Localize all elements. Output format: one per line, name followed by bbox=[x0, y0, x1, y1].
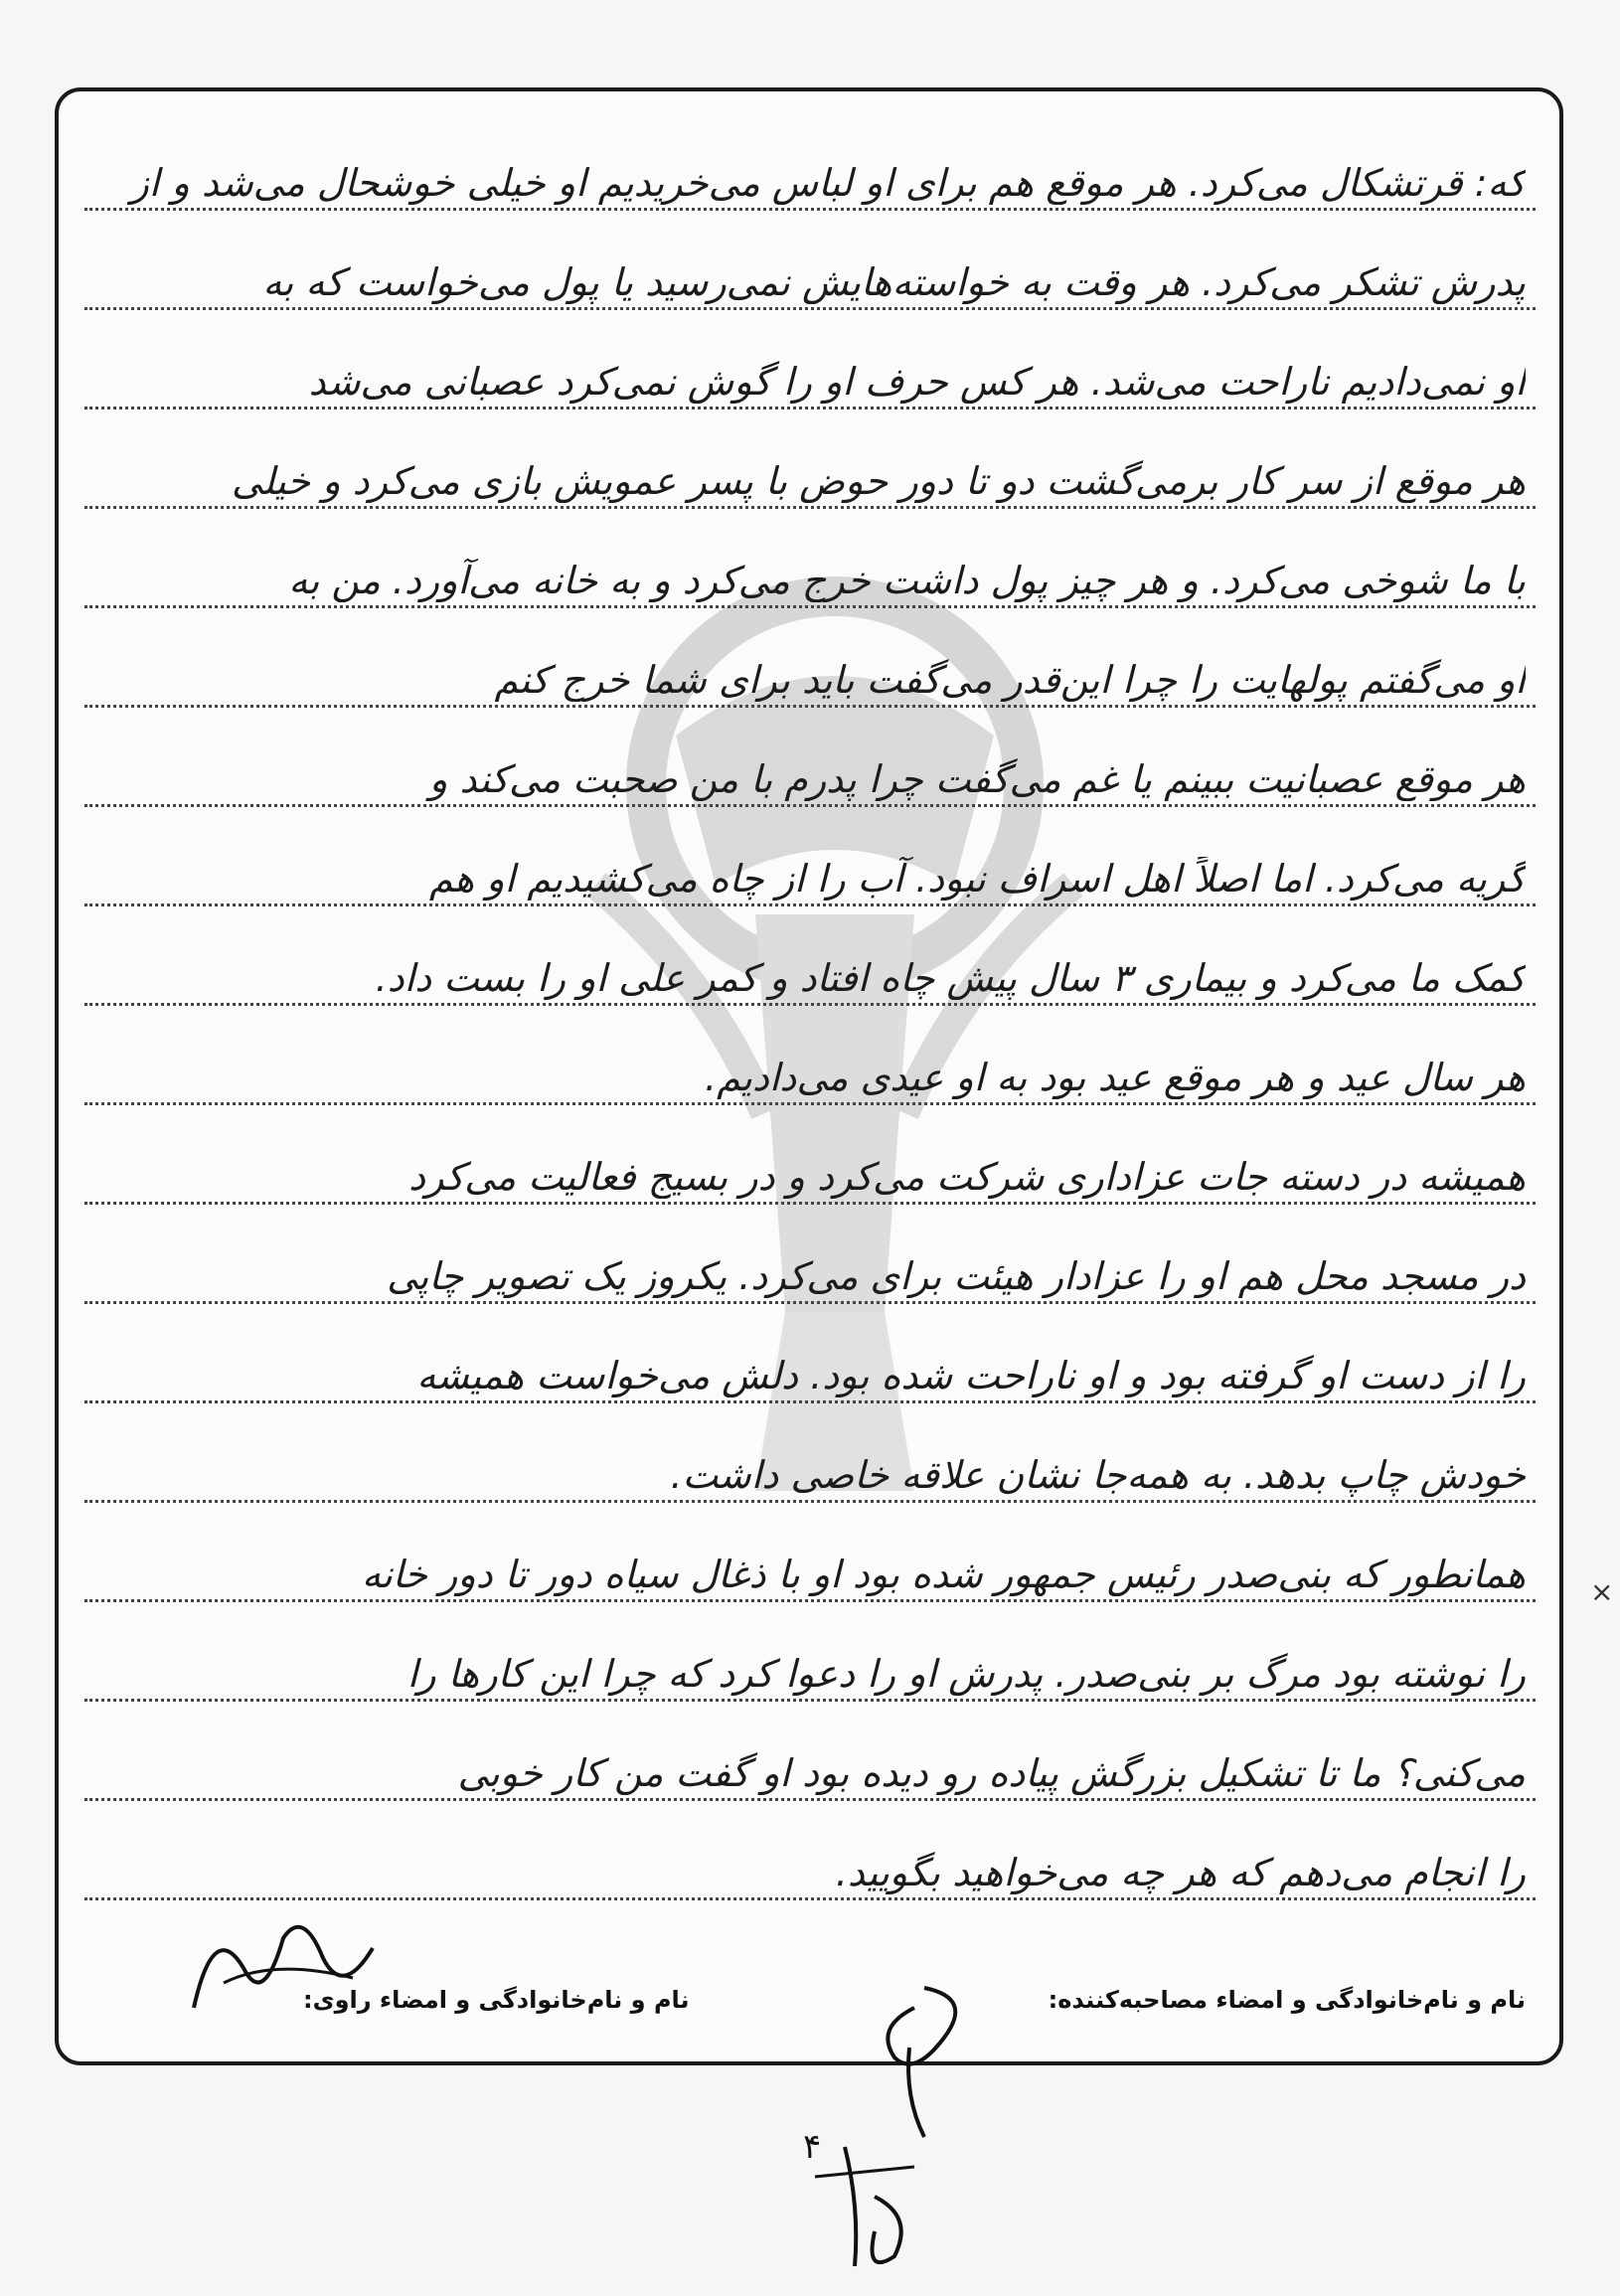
line-text: را از دست او گرفته بود و او ناراحت شده بود. دلش می‌خواست همیشه bbox=[416, 1354, 1526, 1397]
dotted-rule bbox=[84, 1699, 1536, 1702]
dotted-rule bbox=[84, 1202, 1536, 1205]
line-text: می‌کنی؟ ما تا تشکیل بزرگش پیاده رو دیده بود او گفت من کار خوبی bbox=[457, 1751, 1526, 1795]
line-text: با ما شوخی می‌کرد. و هر چیز پول داشت خرج می‌کرد و به خانه می‌آورد. من به bbox=[288, 559, 1526, 602]
text-line bbox=[84, 119, 1536, 219]
text-line bbox=[84, 517, 1536, 616]
dotted-rule bbox=[84, 1599, 1536, 1602]
page-number-scribble bbox=[805, 2137, 924, 2276]
line-text: او نمی‌دادیم ناراحت می‌شد. هر کس حرف او را گوش نمی‌کرد عصبانی می‌شد bbox=[308, 360, 1526, 404]
dotted-rule bbox=[84, 407, 1536, 410]
text-line bbox=[84, 219, 1536, 318]
dotted-rule bbox=[84, 605, 1536, 608]
dotted-rule bbox=[84, 903, 1536, 906]
text-line bbox=[84, 417, 1536, 517]
dotted-rule bbox=[84, 1003, 1536, 1006]
handwritten-lines bbox=[84, 119, 1536, 1908]
line-text: پدرش تشکر می‌کرد. هر وقت به خواسته‌هایش نمی‌رسید یا پول می‌خواست که به bbox=[262, 260, 1526, 304]
text-line bbox=[84, 914, 1536, 1014]
narrator-signature-label: نام و نام‌خانوادگی و امضاء راوی: bbox=[303, 1986, 690, 2014]
text-line bbox=[84, 1312, 1536, 1411]
line-text: همیشه در دسته جات عزاداری شرکت می‌کرد و در بسیج فعالیت می‌کرد bbox=[408, 1155, 1526, 1199]
text-line bbox=[84, 616, 1536, 716]
line-text: همانطور که بنی‌صدر رئیس جمهور شده بود او با ذغال سیاه دور تا دور خانه bbox=[361, 1553, 1526, 1596]
text-line bbox=[84, 1213, 1536, 1312]
interviewer-signature bbox=[865, 1978, 994, 2147]
dotted-rule bbox=[84, 804, 1536, 807]
text-line bbox=[84, 1014, 1536, 1113]
line-text: گریه می‌کرد. اما اصلاً اهل اسراف نبود. آب را از چاه می‌کشیدیم او هم bbox=[428, 857, 1526, 901]
line-text: هر موقع عصبانیت ببینم یا غم می‌گفت چرا پدرم با من صحبت می‌کند و bbox=[429, 757, 1526, 801]
line-text: کمک ما می‌کرد و بیماری ۳ سال پیش چاه افتاد و کمر علی او را بست داد. bbox=[375, 956, 1526, 1000]
signature-footer bbox=[84, 1978, 1536, 2038]
dotted-rule bbox=[84, 1400, 1536, 1403]
text-line bbox=[84, 1411, 1536, 1511]
dotted-rule bbox=[84, 307, 1536, 310]
line-text: را انجام می‌دهم که هر چه می‌خواهید بگویید. bbox=[835, 1851, 1526, 1894]
dotted-rule bbox=[84, 1798, 1536, 1801]
dotted-rule bbox=[84, 705, 1536, 708]
text-line bbox=[84, 318, 1536, 417]
line-text: در مسجد محل هم او را عزادار هیئت برای می‌کرد. یکروز یک تصویر چاپی bbox=[387, 1254, 1526, 1298]
dotted-rule bbox=[84, 1102, 1536, 1105]
page-number: ۴ bbox=[803, 2127, 822, 2167]
line-text: هر سال عید و هر موقع عید بود به او عیدی می‌دادیم. bbox=[705, 1056, 1526, 1099]
text-line bbox=[84, 1610, 1536, 1710]
text-line bbox=[84, 716, 1536, 815]
dotted-rule bbox=[84, 1301, 1536, 1304]
dotted-rule bbox=[84, 506, 1536, 509]
text-line bbox=[84, 1809, 1536, 1908]
text-line bbox=[84, 1511, 1536, 1610]
line-text: او می‌گفتم پولهایت را چرا این‌قدر می‌گفت باید برای شما خرج کنم bbox=[494, 658, 1526, 702]
text-line bbox=[84, 1710, 1536, 1809]
dotted-rule bbox=[84, 1500, 1536, 1503]
line-text: که: قرتشکال می‌کرد. هر موقع هم برای او لباس می‌خریدیم او خیلی خوشحال می‌شد و از bbox=[130, 161, 1526, 205]
dotted-rule bbox=[84, 208, 1536, 211]
line-text: را نوشته بود مرگ بر بنی‌صدر. پدرش او را دعوا کرد که چرا این کارها را bbox=[406, 1652, 1526, 1696]
interviewer-signature-label: نام و نام‌خانوادگی و امضاء مصاحبه‌کننده: bbox=[1048, 1986, 1526, 2014]
line-text: خودش چاپ بدهد. به همه‌جا نشان علاقه خاصی داشت. bbox=[670, 1453, 1526, 1497]
text-line bbox=[84, 815, 1536, 914]
text-line bbox=[84, 1113, 1536, 1213]
line-text: هر موقع از سر کار برمی‌گشت دو تا دور حوض با پسر عمویش بازی می‌کرد و خیلی bbox=[231, 459, 1526, 503]
margin-mark: × bbox=[1590, 1575, 1614, 1608]
